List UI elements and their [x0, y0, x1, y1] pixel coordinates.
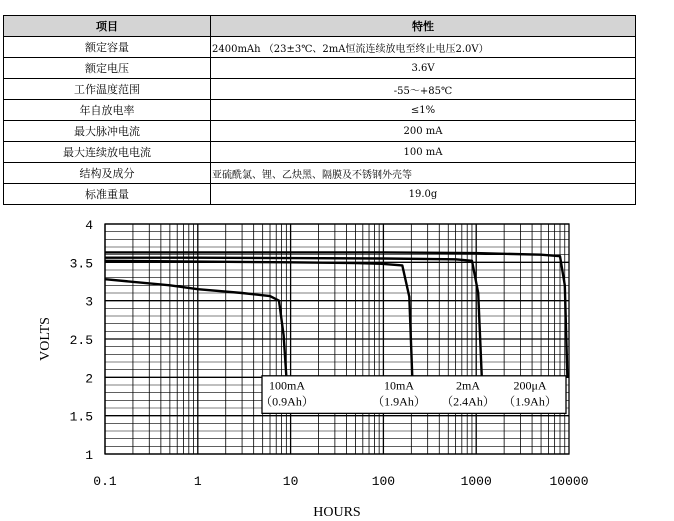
x-tick-label: 1	[193, 474, 202, 489]
table-row	[4, 58, 636, 79]
row-value: ≤1%	[211, 100, 636, 121]
row-label: 标准重量	[4, 184, 211, 205]
curve-label-capacity: （1.9Ah）	[503, 394, 557, 409]
chart-curves	[105, 252, 567, 377]
y-tick-label: 1	[85, 448, 93, 463]
row-label: 年自放电率	[4, 100, 211, 121]
y-tick-label: 1.5	[69, 409, 93, 425]
discharge-curve	[105, 261, 412, 378]
row-value: 19.0g	[211, 184, 636, 205]
row-value: 亚硫酰氯、锂、乙炔黑、隔膜及不锈钢外壳等	[211, 163, 636, 184]
y-tick-label: 3.5	[69, 256, 93, 272]
x-tick-label: 10	[282, 474, 299, 489]
table-header-row	[4, 16, 636, 37]
y-axis-title: VOLTS	[38, 317, 53, 361]
row-value: 3.6V	[211, 58, 636, 79]
row-label: 结构及成分	[4, 163, 211, 184]
discharge-chart	[0, 210, 674, 521]
y-tick-label: 2	[85, 371, 93, 387]
table-row	[4, 100, 636, 121]
spec-table	[3, 15, 636, 205]
row-label: 最大脉冲电流	[4, 121, 211, 142]
curve-label-current: 10mA	[384, 378, 414, 393]
table-row	[4, 142, 636, 163]
header-item: 项目	[4, 16, 211, 37]
row-value: 200 mA	[211, 121, 636, 142]
discharge-curve	[105, 279, 286, 377]
row-label: 额定容量	[4, 37, 211, 58]
curve-label-current: 2mA	[456, 378, 480, 393]
x-tick-label: 100	[371, 474, 396, 489]
curve-label-capacity: （0.9Ah）	[260, 394, 314, 409]
table-row	[4, 79, 636, 100]
x-tick-label: 1000	[460, 474, 492, 489]
row-value: 100 mA	[211, 142, 636, 163]
row-label: 额定电压	[4, 58, 211, 79]
y-tick-label: 3	[85, 294, 93, 310]
row-label: 工作温度范围	[4, 79, 211, 100]
x-axis-title: HOURS	[313, 505, 361, 520]
table-row	[4, 121, 636, 142]
header-property: 特性	[211, 16, 636, 37]
curve-label-capacity: （2.4Ah）	[441, 394, 495, 409]
discharge-curve	[105, 258, 482, 378]
y-tick-label: 2.5	[69, 333, 93, 348]
curve-label-current: 100mA	[269, 378, 305, 393]
table-row	[4, 163, 636, 184]
x-tick-label: 10000	[549, 474, 589, 489]
curve-label-capacity: （1.9Ah）	[372, 394, 426, 409]
discharge-curve	[105, 252, 567, 377]
row-label: 最大连续放电电流	[4, 142, 211, 163]
table-row	[4, 184, 636, 205]
table-row	[4, 37, 636, 58]
curve-label-current: 200μA	[513, 378, 547, 393]
y-tick-label: 4	[85, 218, 93, 233]
row-value: 2400mAh （23±3℃、2mA恒流连续放电至终止电压2.0V）	[211, 37, 636, 58]
row-value: -55～+85℃	[211, 79, 636, 100]
x-tick-label: 0.1	[93, 474, 117, 489]
